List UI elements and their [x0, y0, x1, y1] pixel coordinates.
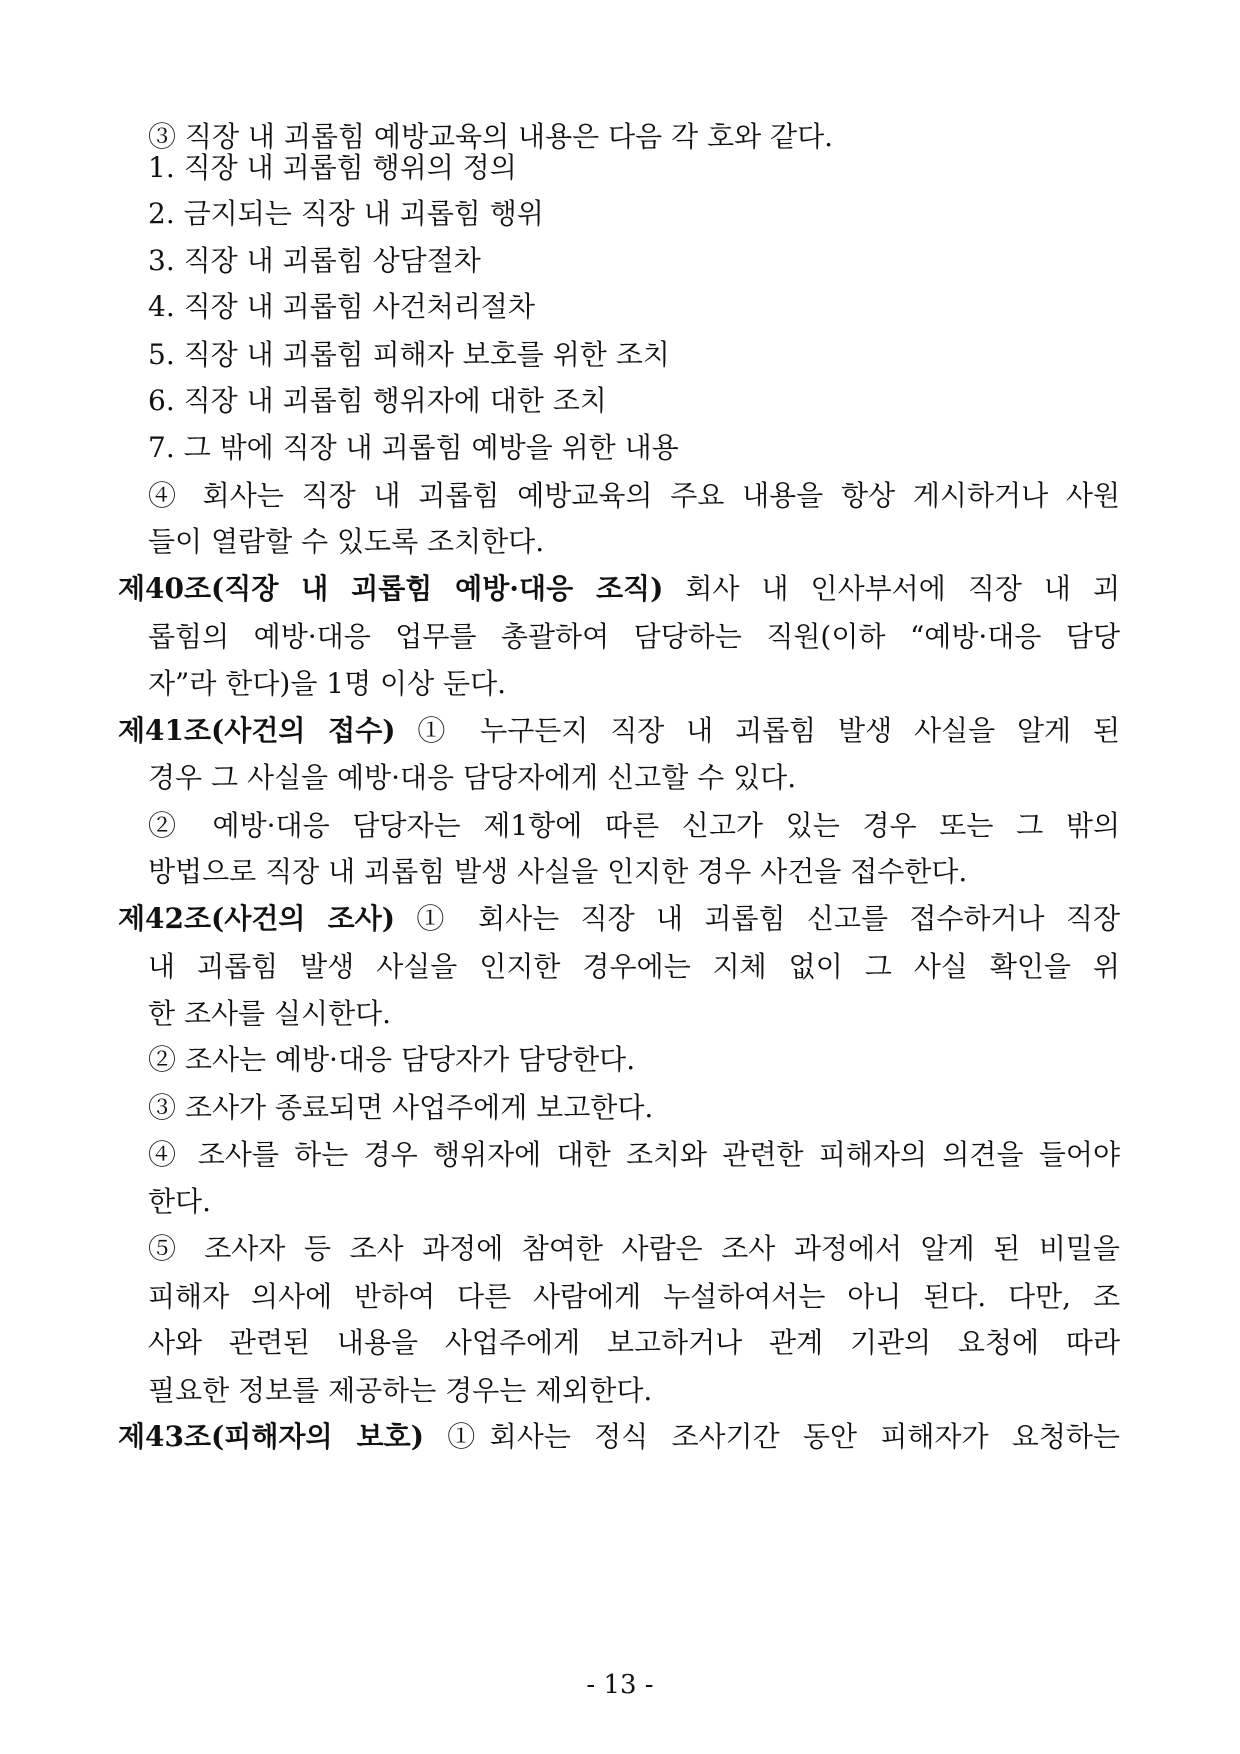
paragraph-line: 들이 열람할 수 있도록 조치한다. [148, 525, 545, 558]
article-text: ① 회사는 직장 내 괴롭힘 신고를 접수하거나 직장 [394, 902, 1120, 935]
paragraph-line: 방법으로 직장 내 괴롭힘 발생 사실을 인지한 경우 사건을 접수한다. [148, 855, 968, 888]
paragraph-line: ② 예방·대응 담당자는 제1항에 따른 신고가 있는 경우 또는 그 밖의 [148, 809, 1120, 842]
paragraph-line: ④ 조사를 하는 경우 행위자에 대한 조치와 관련한 피해자의 의견을 들어야 [148, 1138, 1120, 1171]
paragraph-line: ④ 회사는 직장 내 괴롭힘 예방교육의 주요 내용을 항상 게시하거나 사원 [148, 479, 1120, 512]
list-item: 7. 그 밖에 직장 내 괴롭힘 예방을 위한 내용 [148, 431, 679, 464]
paragraph-line: ⑤ 조사자 등 조사 과정에 참여한 사람은 조사 과정에서 알게 된 비밀을 [148, 1232, 1120, 1265]
paragraph-line: 자”라 한다)을 1명 이상 둔다. [148, 667, 507, 700]
article-heading: 제42조(사건의 조사) [118, 902, 395, 935]
article-text: ① 누구든지 직장 내 괴롭힘 발생 사실을 알게 된 [395, 714, 1120, 747]
article-42-line [118, 899, 1120, 939]
article-heading: 제40조(직장 내 괴롭힘 예방·대응 조직) [118, 572, 664, 605]
list-item: 3. 직장 내 괴롭힘 상담절차 [148, 244, 481, 277]
article-41-line [118, 711, 1120, 751]
paragraph-line: ② 조사는 예방·대응 담당자가 담당한다. [148, 1043, 636, 1076]
article-heading: 제43조(피해자의 보호) [118, 1420, 424, 1453]
article-43-line [118, 1417, 1120, 1457]
page-number: - 13 - [586, 1670, 654, 1700]
paragraph-line: 사와 관련된 내용을 사업주에게 보고하거나 관계 기관의 요청에 따라 [148, 1326, 1120, 1359]
paragraph-line: ③ 조사가 종료되면 사업주에게 보고한다. [148, 1091, 654, 1124]
article-text: ①회사는 정식 조사기간 동안 피해자가 요청하는 [423, 1420, 1120, 1453]
paragraph-line: 롭힘의 예방·대응 업무를 총괄하여 담당하는 직원(이하 “예방·대응 담당 [148, 620, 1120, 653]
list-item: 5. 직장 내 괴롭힘 피해자 보호를 위한 조치 [148, 338, 670, 371]
paragraph-line: 한다. [148, 1185, 211, 1218]
paragraph-line: 필요한 정보를 제공하는 경우는 제외한다. [148, 1374, 653, 1407]
list-item: 1. 직장 내 괴롭힘 행위의 정의 [148, 151, 517, 184]
list-item: 4. 직장 내 괴롭힘 사건처리절차 [148, 290, 535, 323]
paragraph-line: ③ 직장 내 괴롭힘 예방교육의 내용은 다음 각 호와 같다. [148, 120, 834, 153]
paragraph-line: 피해자 의사에 반하여 다른 사람에게 누설하여서는 아니 된다. 다만, 조 [148, 1280, 1120, 1313]
article-text: 회사 내 인사부서에 직장 내 괴 [663, 572, 1121, 605]
paragraph-line: 경우 그 사실을 예방·대응 담당자에게 신고할 수 있다. [148, 761, 797, 794]
paragraph-line: 한 조사를 실시한다. [148, 997, 392, 1030]
list-item: 2. 금지되는 직장 내 괴롭힘 행위 [148, 197, 544, 230]
article-40-line [118, 569, 1120, 609]
list-item: 6. 직장 내 괴롭힘 행위자에 대한 조치 [148, 384, 607, 417]
paragraph-line: 내 괴롭힘 발생 사실을 인지한 경우에는 지체 없이 그 사실 확인을 위 [148, 950, 1120, 983]
article-heading: 제41조(사건의 접수) [118, 714, 396, 747]
